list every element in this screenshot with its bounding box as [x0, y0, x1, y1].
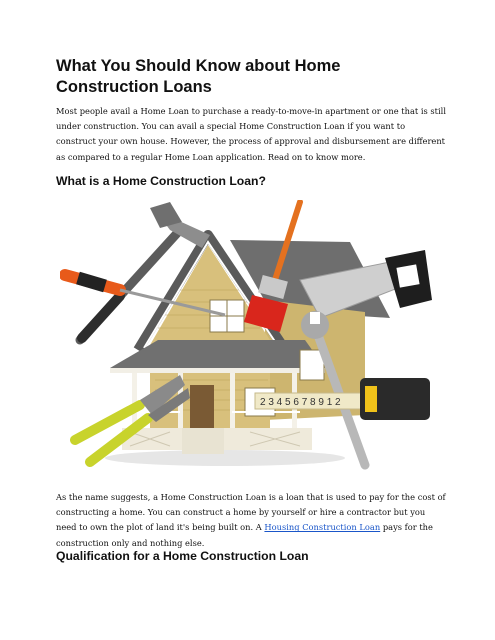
ground-shadow: [105, 450, 345, 466]
porch-stairs: [182, 428, 224, 454]
housing-construction-loan-link[interactable]: Housing Construction Loan: [264, 522, 381, 533]
intro-paragraph: Most people avail a Home Loan to purchase a ready-to-move-in apartment or one that is still under construction. You can avail a special Home Construction Loan if you want to construct your own house. However, the process of approval and disbursement are different as compared to a regular Home Loan application. Read on to know more.: [56, 106, 446, 162]
section1-text-after: pays for the construction only and nothing else.: [56, 522, 433, 548]
article-title: What You Should Know about Home Construction Loans: [56, 57, 341, 96]
front-door: [190, 385, 214, 428]
tape-numbers: 2 3 4 5 6 7 8 9 1 2: [260, 397, 341, 408]
section1-paragraph: [56, 490, 446, 551]
section-heading-qualification: Qualification for a Home Construction Loan: [56, 549, 309, 563]
section-heading-what-is: What is a Home Construction Loan?: [56, 174, 266, 188]
house-tools-illustration: [60, 200, 440, 480]
section1-text-before: As the name suggests, a Home Construction Loan is a loan that is used to pay for the cost of constructing a home. You can construct a home by yourself or hire a contractor but you need to own the plot of land it's being built on. A: [56, 492, 446, 533]
